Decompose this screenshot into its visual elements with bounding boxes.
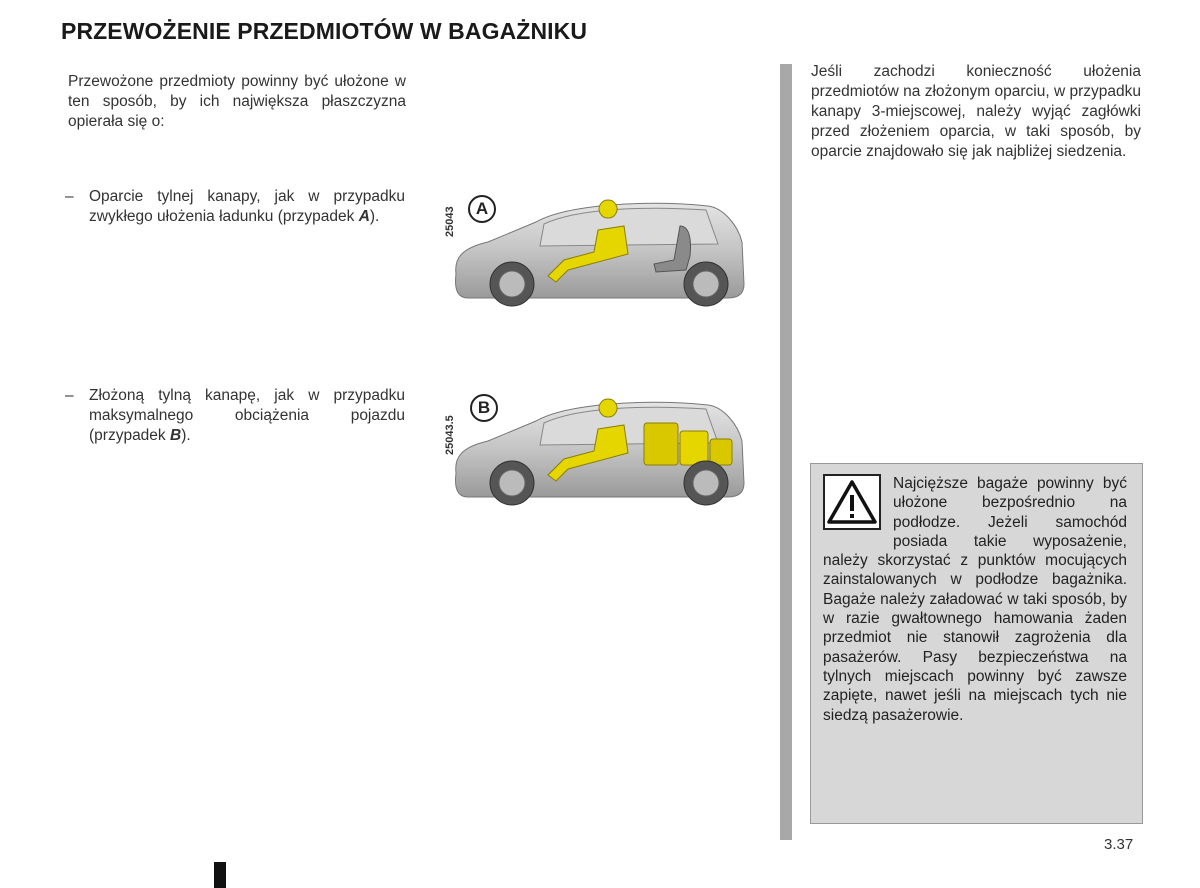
luggage-medium xyxy=(680,431,708,465)
warning-text-body: Najcięższe bagaże powinny być ułożone bezpośrednio na podłodze. Jeżeli samochód posiada takie wyposażenie, należy skorzystać z punktów mocujących zainstalowanych w podłodze bagażnika. Bagaże należy załadować w taki sposób, by w razie gwałtownego hamowania żaden przedmiot nie stanowił zagrożenia dla pasażerów. Pasy bezpieczeństwa na tylnych miejscach powinny być zawsze zapięte, nawet jeśli na miejscach tych nie siedzą pasażerowie. xyxy=(823,475,1127,724)
bullet-dash: – xyxy=(65,188,74,205)
bullet-body: Oparcie tylnej kanapy, jak w przypadku zwykłego ułożenia ładunku (przypadek xyxy=(89,188,405,225)
warning-text xyxy=(823,474,1127,725)
bullet-tail: ). xyxy=(181,427,191,444)
car-illustration-a xyxy=(448,196,748,314)
figure-code-a: 25043 xyxy=(444,206,456,237)
luggage-large xyxy=(644,423,678,465)
bullet-body: Złożoną tylną kanapę, jak w przypadku maksymalnego obciążenia pojazdu (przypadek xyxy=(89,387,405,444)
bullet-text xyxy=(89,187,405,227)
figure-letter-b: B xyxy=(470,394,498,422)
luggage-small xyxy=(710,439,732,465)
bullet-case-ref: A xyxy=(358,208,370,225)
warning-box xyxy=(810,463,1143,824)
column-divider-bar xyxy=(780,64,792,840)
bullet-dash: – xyxy=(65,387,74,404)
page-title: PRZEWOŻENIE PRZEDMIOTÓW W BAGAŻNIKU xyxy=(61,18,588,44)
car-illustration-b xyxy=(448,395,748,513)
page-number: 3.37 xyxy=(1104,836,1134,853)
intro-paragraph: Przewożone przedmioty powinny być ułożone w ten sposób, by ich największa płaszczyzna opierała się o: xyxy=(68,73,406,130)
bullet-case-ref: B xyxy=(169,427,182,444)
bullet-tail: ). xyxy=(369,208,380,225)
figure-code-b: 25043.5 xyxy=(444,415,456,455)
right-paragraph: Jeśli zachodzi konieczność ułożenia przedmiotów na złożonym oparciu, w przypadku kanapy 3-miejscowej, należy wyjąć zagłówki przed złożeniem oparcia, w taki sposób, by oparcie znajdowało się jak najbliżej siedzenia. xyxy=(811,63,1141,160)
figure-letter-a: A xyxy=(468,195,496,223)
bullet-text xyxy=(89,386,405,446)
page-tab-marker xyxy=(214,862,226,888)
